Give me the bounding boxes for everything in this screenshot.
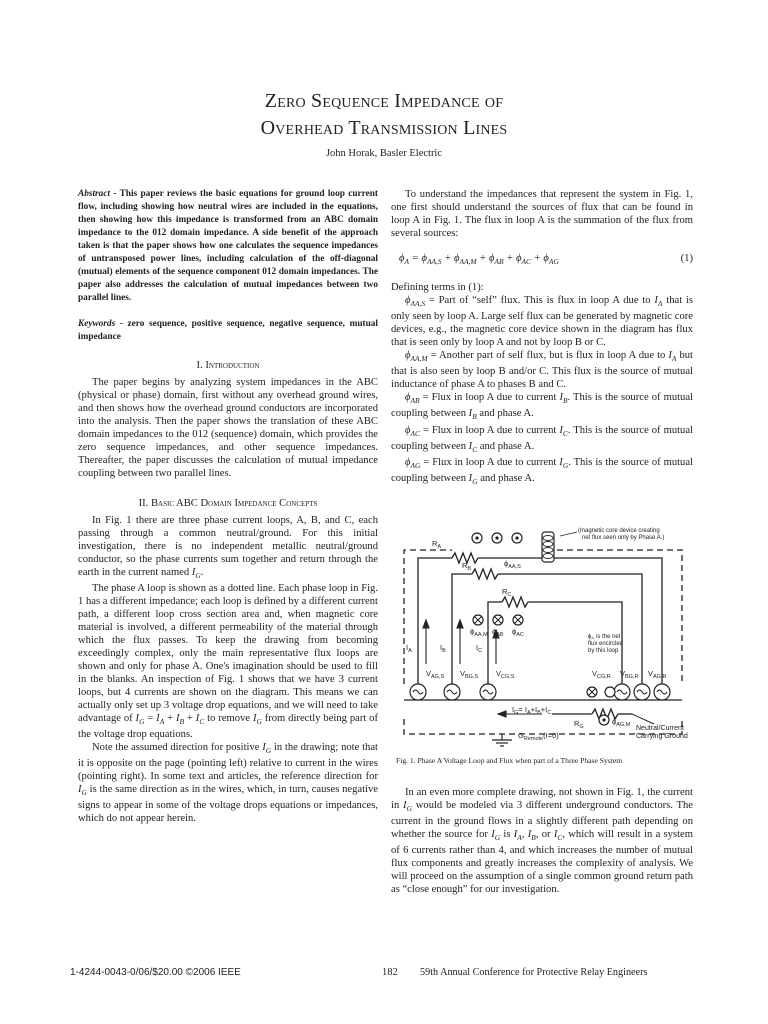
svg-text:ϕAA,S: $\phi_{AA,S}$: [504, 559, 521, 570]
svg-text:RG: $R_G$: [574, 719, 584, 730]
right-paragraph-1: To understand the impedances that represent the system in Fig. 1, one first should understand the sources of flux that can be found in loop A in Fig. 1. The flux in loop A is the summation of the flux from several sources:: [391, 189, 693, 239]
def3-text-a: = Flux in loop A due to current: [419, 392, 560, 404]
svg-text:ϕAA,M: $\phi_{AA,M}$: [470, 627, 488, 638]
svg-text:VCG,R: $V_{CG,R}$: [592, 669, 611, 680]
s2p3-text-c: is the same direction as in the wires, which, in turn, causes negative signs to appear in some of the voltage drops equations or impedances, which do not appear herein.: [78, 784, 378, 825]
svg-text:VBG,S: $V_{BG,S}$: [460, 669, 479, 680]
svg-text:GRemote(I=0): $G_{Remote}(I=0)$: [518, 731, 559, 742]
keywords: [78, 318, 378, 344]
svg-text:IB: $I_B$: [440, 643, 446, 654]
rg-label: R: [574, 719, 580, 728]
s2p1-text-b: .: [200, 567, 204, 578]
footer-page-number: 182: [382, 967, 398, 978]
def3-text-b: . This is the source of mutual coupling between: [391, 392, 694, 420]
section-heading-introduction: I. Introduction: [196, 360, 260, 371]
s2p2-text-c: from directly being part of the voltage drop equations.: [78, 713, 379, 741]
section2-paragraph-2: The phase A loop is shown as a dotted line. Each phase loop in Fig. 1 has a different impedance; each loop is defined by a different current path, a different loop cross section area and, when magnetic core material is involved, a different permeability of the material through which the flux passes. To keep the drawing from becoming exceedingly complex, only the main representative flux loops are shown and only for phase A. One's imagination should be used to fill in the blanks. An inspection of Fig. 1 shows that we have 3 current loops, but 4 currents are shown on the diagram. This means we can actually only set up 3 voltage drop equations, and we will need to take advantage of $I_G = I_A + I_B + I_C$ to remove $I_G$ from directly being part of the voltage drop equations.: [78, 583, 379, 741]
svg-text:VAG,S: $V_{AG,S}$: [426, 669, 445, 680]
definition-phi-ab: $\phi_{AB}$ = Flux in loop A due to current $I_B$. This is the source of mutual coupling between $I_B$ and phase A.: [391, 392, 694, 422]
intro-paragraph: The paper begins by analyzing system impedances in the ABC (physical or phase) domain, first without any overhead ground wires, and then shows how the overhead ground conductors are incorporated into the analysis. Then the paper shows the translation of these ABC domain impedances to the 012 (sequence) domain, which provides the zero sequence impedances, and other sequence impedances. Thereafter, the paper discusses the calculation of mutual impedance coupling between two parallel lines.: [78, 377, 378, 479]
def1-text-b: that is only seen by loop A. Large self flux can be generated by magnetic core devices, e.g., the magnetic core device shown in the diagram has flux that is seen only by loop A and not by loop B or C.: [391, 295, 693, 349]
section2-paragraph-1: In Fig. 1 there are three phase current loops, A, B, and C, each passing through a common neutral/ground. For this initial investigation, there is no independent metallic neutral/ground conductor, so the phase currents sum together and return through the earth in the current named $I_G$.: [78, 515, 378, 581]
footer-conference: 59th Annual Conference for Protective Relay Engineers: [420, 967, 648, 978]
s2p2-text-a: The phase A loop is shown as a dotted line. Each phase loop in Fig. 1 has a different impedance; each loop is defined by a different current path, a different loop cross section area and, when magnetic core material is involved, a different permeability of the material through which the flux passes. To keep the drawing from becoming exceedingly complex, only the main representative flux loops are shown and only for phase A. One's imagination should be used to fill in the blanks. An inspection of Fig. 1 shows that we have 3 current loops, but 4 currents are shown on the diagram. This means we can actually only set up 3 voltage drop equations, and we will need to take advantage of: [78, 583, 378, 725]
abstract-lead: Abstract: [78, 189, 111, 199]
phiA-note-4: by this loop: [588, 648, 619, 654]
section2-paragraph-3: Note the assumed direction for positive $I_G$ in the drawing; note that it is opposite on the page (pointing left) relative to current in the wires (pointing right). In some text and articles, the reference direction for $I_G$ is the same direction as in the wires, which, in turn, causes negative signs to appear in some of the voltage drops equations or impedances, which do not appear herein.: [78, 742, 378, 825]
definition-phi-ag: $\phi_{AG}$ = Flux in loop A due to current $I_G$. This is the source of mutual coupling between $I_G$ and phase A.: [391, 456, 694, 486]
rl-text-b: would be modeled via 3 different underground conductors. The current in the ground flows in a slightly different path depending on whether the source for: [391, 800, 693, 841]
abstract-text: - This paper reviews the basic equations for ground loop current flow, including showing how neutral wires are included in the equations, then showing how this impedance is transformed from an ABC domain impedance to the 012 domain impedance. A side benefit of the approach taken is that the paper shows how one calculates the sequence impedances of untransposed power lines, including calculation of the off-diagonal (mutual) elements of the sequence component 012 domain impedances. The paper also addresses the calculation of mutual impedances between two parallel lines.: [78, 189, 378, 303]
def2-text-b: but that is also seen by loop B and/or C. This flux is the source of mutual inductance of phase A to phases B and C.: [391, 350, 693, 391]
svg-text:VBG,R: $V_{BG,R}$: [620, 669, 639, 680]
paper-title: [0, 88, 768, 142]
figure-1-circuit-diagram: [392, 524, 692, 748]
definition-phi-aas: $\phi_{AA,S}$ = Part of “self” flux. This is flux in loop A due to $I_A$ that is only seen by loop A. Large self flux can be generated by magnetic core devices, e.g., the magnetic core device shown in the diagram has flux that is seen only by loop A and not by loop B or C.: [391, 295, 693, 349]
defining-terms-heading: Defining terms in (1):: [391, 282, 484, 294]
author-line: John Horak, Basler Electric: [325, 148, 443, 159]
keywords-lead: Keywords: [78, 319, 116, 329]
neutral-label-1: Neutral/Current: [636, 725, 684, 732]
right-column-lower: [391, 786, 693, 896]
equation-1-number: (1): [680, 253, 693, 264]
core-note-2: net flux seen only by Phase A.): [582, 535, 665, 541]
keywords-text: - zero sequence, positive sequence, negative sequence, mutual impedance: [78, 319, 378, 342]
phiA-note: ϕ: [588, 634, 592, 640]
svg-text:IG= IA+IB+IC: $I_G= I_A+I_B+I_C$: [512, 705, 552, 716]
s2p3-text-b: in the drawing; note that it is opposite on the page (pointing left) relative to current in the wires (pointing right). In some text and articles, the reference direction for: [78, 742, 378, 783]
equation-1: [391, 252, 693, 268]
s2p1-text-a: In Fig. 1 there are three phase current loops, A, B, and C, each passing through a common neutral/ground. For this initial investigation, there is no independent metallic neutral/ground conductor, so the phase currents sum together and return through the earth in the current named: [78, 515, 378, 578]
def4-text-c: and phase A.: [477, 440, 535, 452]
def5-text-a: = Flux in loop A due to current: [420, 456, 560, 468]
figure-1-caption: Fig. 1. Phase A Voltage Loop and Flux when part of a Three Phase System: [396, 756, 623, 765]
svg-text:VCG,S: $V_{CG,S}$: [496, 669, 515, 680]
title-line-2: Overhead Transmission Lines: [260, 117, 508, 139]
core-note-1: (magnetic core device creating: [578, 528, 660, 534]
definition-phi-aam: $\phi_{AA,M}$ = Another part of self flux, but is flux in loop A due to $I_A$ but that is also seen by loop B and/or C. This flux is the source of mutual inductance of phase A to phases B and C.: [391, 350, 693, 391]
right-column: [391, 188, 693, 488]
phiA-note-2: is the net: [596, 634, 621, 640]
svg-text:ϕA is the net: $\phi_A$ is the net: [588, 634, 621, 641]
def2-text-a: = Another part of self flux, but is flux in loop A due to: [427, 350, 669, 362]
rl-text-a: In an even more complete drawing, not shown in Fig. 1, the current in: [391, 787, 693, 811]
svg-text:RC: $R_C$: [502, 587, 512, 598]
svg-text:ϕAC: $\phi_{AC}$: [512, 627, 524, 638]
svg-text:VAG,R: $V_{AG,R}$: [648, 669, 667, 680]
abstract: [78, 188, 378, 305]
def4-text-b: . This is the source of mutual coupling between: [391, 424, 694, 452]
svg-text:ϕAB: $\phi_{AB}$: [492, 627, 504, 638]
svg-text:RA: $R_A$: [432, 539, 442, 550]
equation-1-body: $\phi_A = \phi_{AA,S} + \phi_{AA,M} + \phi_{AB} + \phi_{AC} + \phi_{AG}$: [399, 253, 559, 267]
svg-text:IA: $I_A$: [406, 643, 412, 654]
def5-text-b: . This is the source of mutual coupling between: [391, 456, 694, 484]
phiA-note-3: flux encircled: [588, 641, 624, 647]
right-lower-paragraph: In an even more complete drawing, not shown in Fig. 1, the current in $I_G$ would be modeled via 3 different underground conductors. The current in the ground flows in a slightly different path depending on whether the source for $I_G$ is $I_A$, $I_B$, or $I_C$, which will result in a system of 6 currents rather than 4, and which increases the number of mutual flux components and greatly increases the complexity of analysis. We will proceed on the assumption of a single common ground return path as “close enough” for our investigation.: [391, 787, 693, 896]
rl-text-c: is: [500, 829, 514, 841]
s2p2-text-b: to remove: [204, 713, 253, 725]
def4-text-a: = Flux in loop A due to current: [419, 424, 560, 436]
svg-text:ϕAG,M: $\phi_{AG,M}$: [612, 717, 631, 728]
def3-text-c: and phase A.: [476, 408, 534, 420]
def5-text-c: and phase A.: [477, 472, 535, 484]
svg-text:RB: $R_B$: [462, 561, 472, 572]
definition-phi-ac: $\phi_{AC}$ = Flux in loop A due to current $I_C$. This is the source of mutual coupling between $I_C$ and phase A.: [391, 424, 694, 454]
left-column: [78, 188, 378, 825]
def1-text-a: = Part of “self” flux. This is flux in loop A due to: [425, 295, 655, 307]
ground-remote-label: (I=0): [543, 731, 559, 740]
title-line-1: Zero Sequence Impedance of: [264, 90, 504, 112]
ig-equation-label: = I: [518, 705, 527, 714]
svg-text:IC: $I_C$: [476, 643, 483, 654]
section-heading-abc-domain: II. Basic ABC Domain Impedance Concepts: [138, 498, 318, 509]
rl-text-d: , which will result in a system of 6 currents rather than 4, and which increases the number of mutual flux components and greatly increases the complexity of analysis. We will proceed on the assumption of a single common ground return path as “close enough” for our investigation.: [391, 829, 693, 896]
s2p3-text-a: Note the assumed direction for positive: [92, 742, 263, 754]
footer-copyright: 1-4244-0043-0/06/$20.00 ©2006 IEEE: [70, 967, 241, 978]
neutral-label-2: Carrying Ground: [636, 733, 688, 740]
